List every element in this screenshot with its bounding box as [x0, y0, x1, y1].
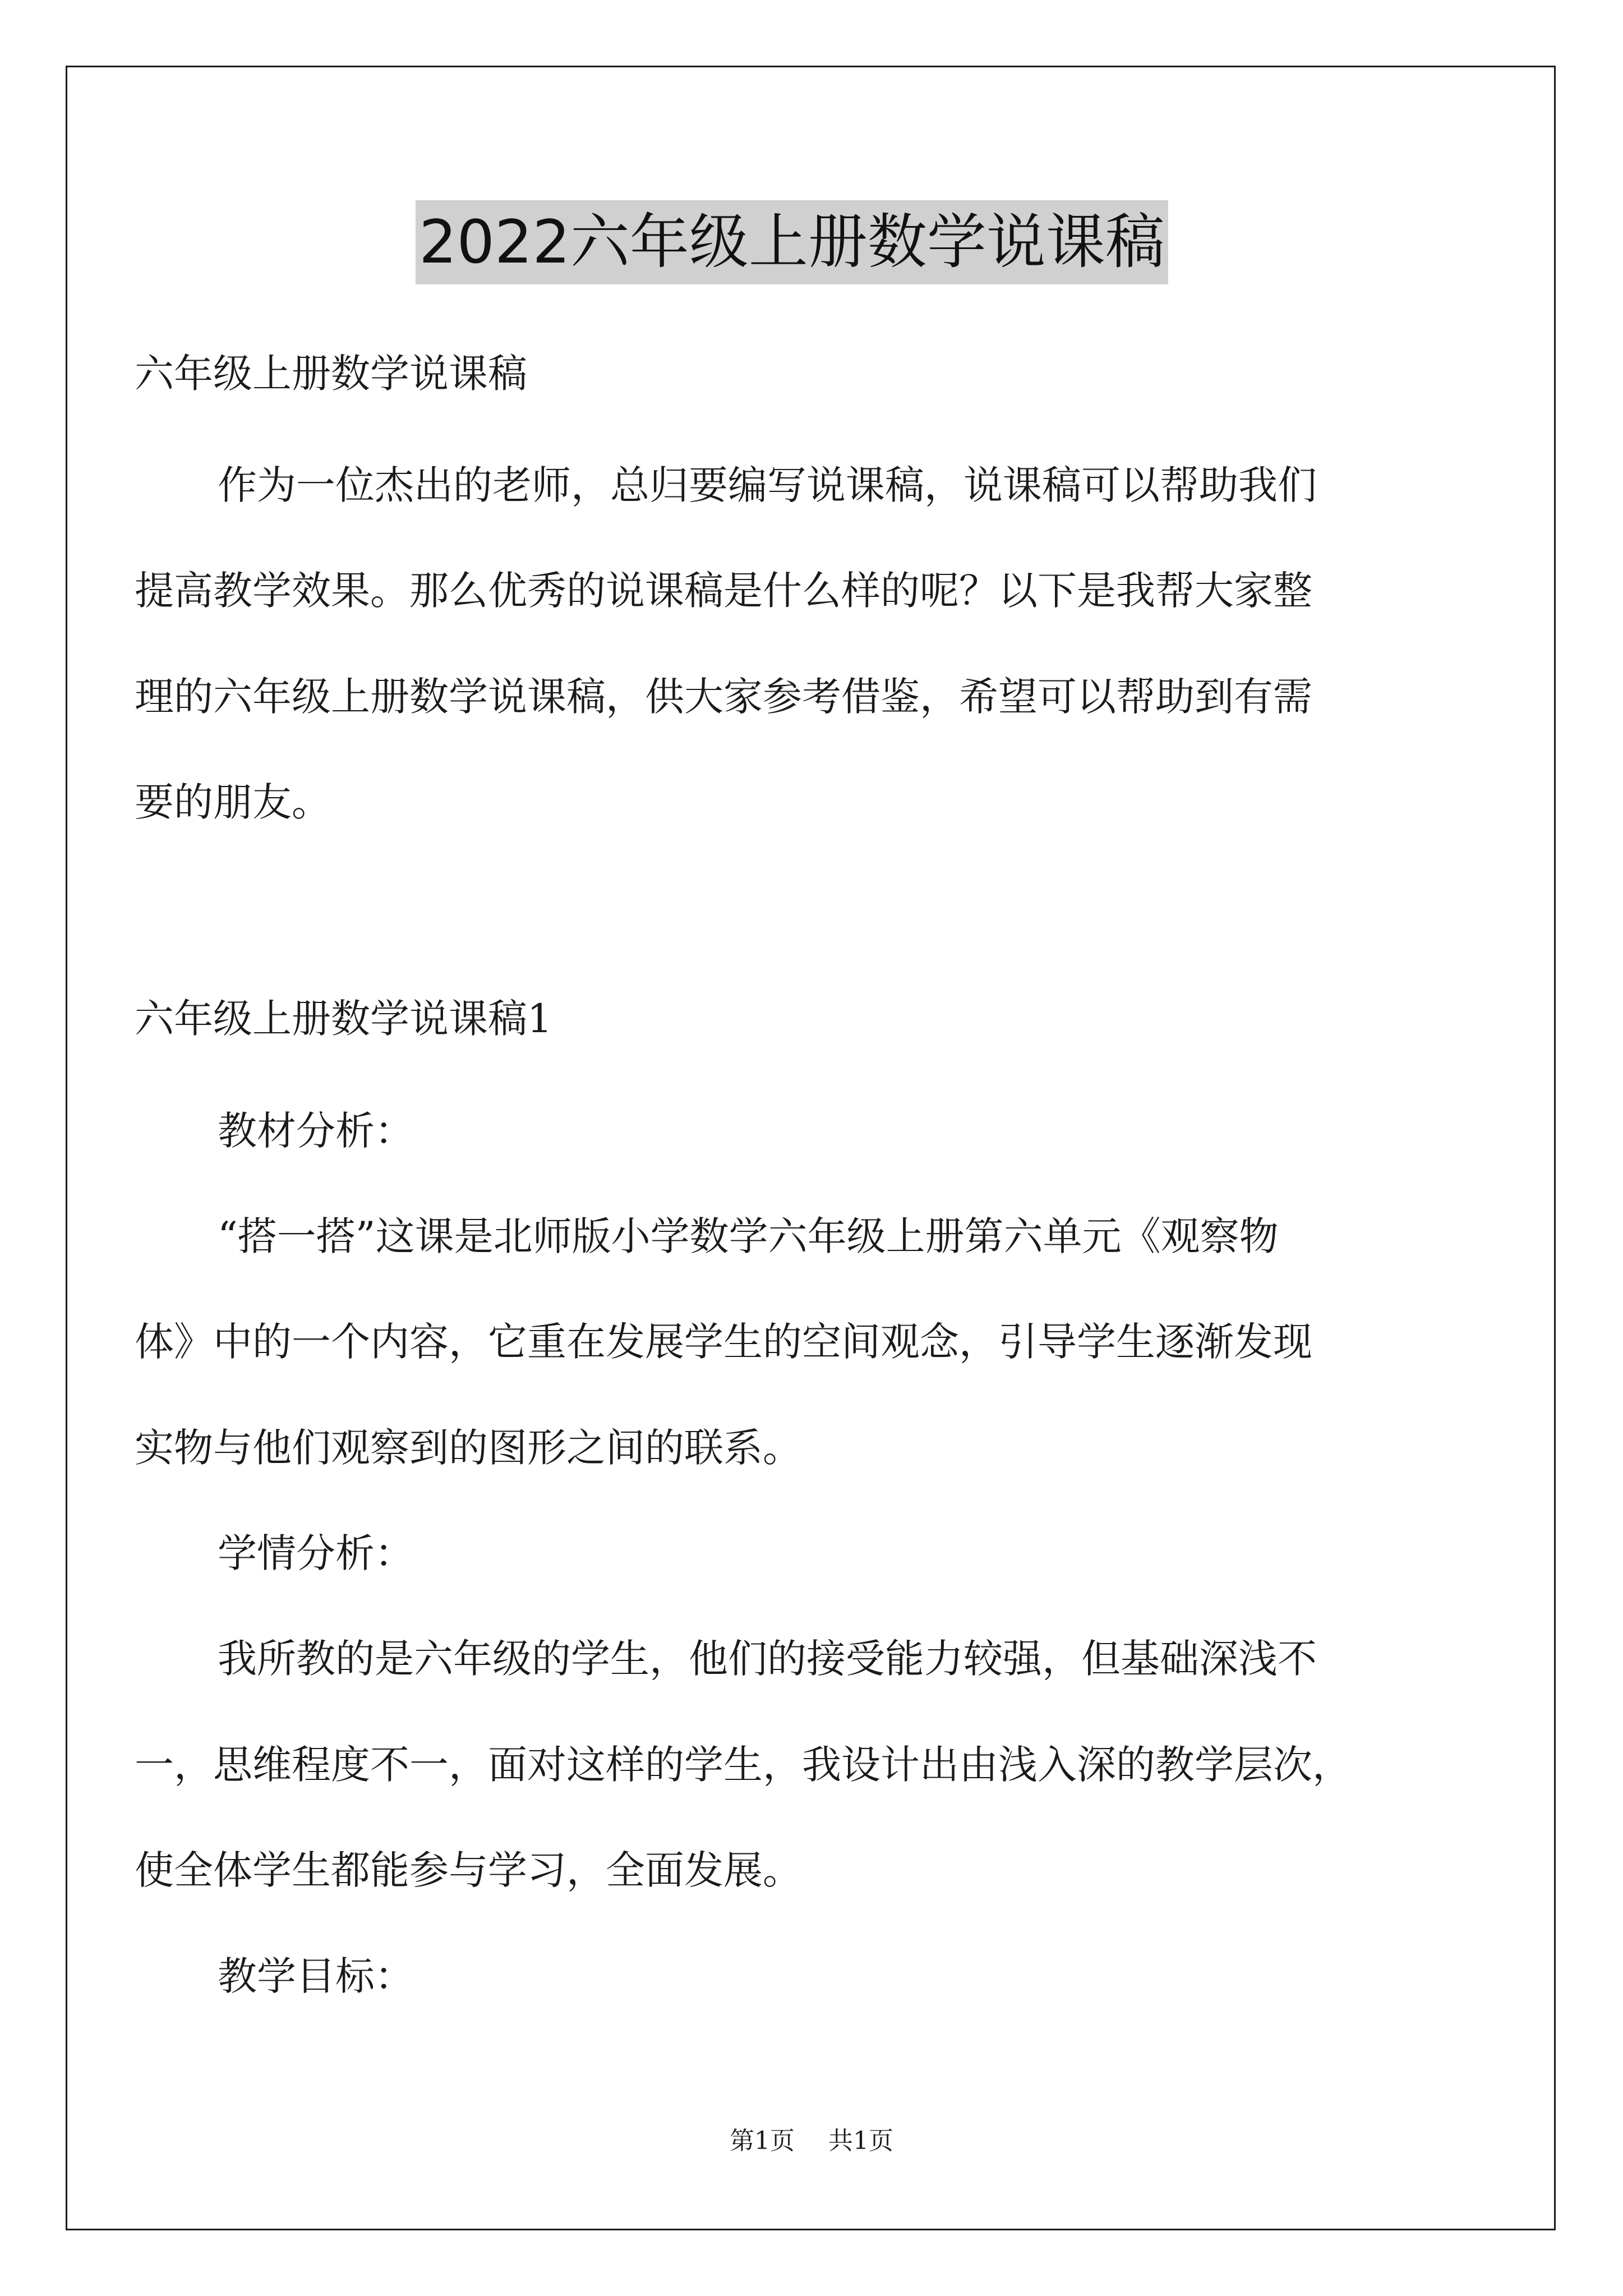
- subheading: 学情分析：: [218, 1530, 414, 1576]
- page-total: 共1页: [828, 2127, 893, 2155]
- section-heading: 六年级上册数学说课稿1: [135, 996, 552, 1042]
- page-footer: [0, 2124, 1623, 2158]
- paragraph-line: 使全体学生都能参与学习，全面发展。: [135, 1847, 802, 1893]
- paragraph-line: 要的朋友。: [135, 779, 331, 825]
- paragraph-line: 提高教学效果。那么优秀的说课稿是什么样的呢？以下是我帮大家整: [135, 568, 1312, 614]
- paragraph-line: 一，思维程度不一，面对这样的学生，我设计出由浅入深的教学层次，: [135, 1742, 1352, 1788]
- page-number: 第1页: [730, 2127, 795, 2155]
- paragraph-line: 理的六年级上册数学说课稿，供大家参考借鉴，希望可以帮助到有需: [135, 674, 1312, 720]
- paragraph-line: 作为一位杰出的老师，总归要编写说课稿，说课稿可以帮助我们: [218, 462, 1317, 508]
- paragraph-line: 体》中的一个内容，它重在发展学生的空间观念，引导学生逐渐发现: [135, 1319, 1312, 1365]
- subheading: 教材分析：: [218, 1108, 414, 1154]
- paragraph-line: 实物与他们观察到的图形之间的联系。: [135, 1425, 802, 1471]
- paragraph-line: “搭一搭”这课是北师版小学数学六年级上册第六单元《观察物: [218, 1213, 1279, 1259]
- subheading: 教学目标：: [218, 1953, 414, 1999]
- section-heading: 六年级上册数学说课稿: [135, 351, 527, 397]
- document-title: 2022六年级上册数学说课稿: [416, 200, 1168, 284]
- paragraph-line: 我所教的是六年级的学生，他们的接受能力较强，但基础深浅不: [218, 1636, 1317, 1682]
- title-container: [135, 200, 1449, 284]
